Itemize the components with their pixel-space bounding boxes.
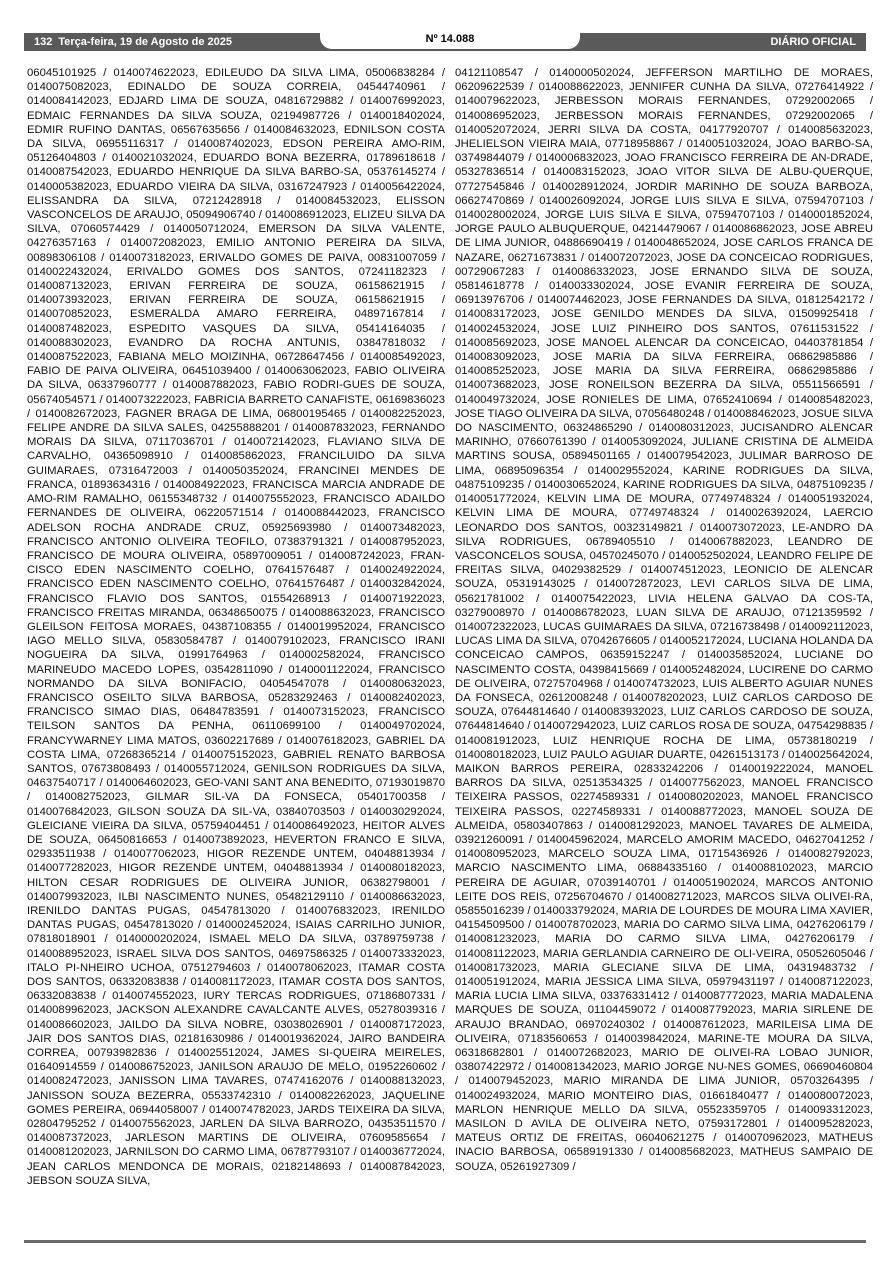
page-number: 132	[34, 36, 53, 48]
text-column-right: 04121108547 / 0140000502024, JEFFERSON MARTILHO DE MORAES, 06209622539 / 0140088622023, JENNIFER CUNHA DA SILVA, 07276414922 / 0140079622023, JERBESSON MORAIS FERNANDES, 07292002065 / 0140086952023, JERBESSON MORAIS FERNANDES, 07292002065 / 0140052072024, JERRI SILVA DA COSTA, 04177920707 / 0140085632023, JHELIELSON VIEIRA MAIA, 07718958867 / 0140051032024, JOAO BARBO-SA, 03749844079 / 0140006832023, JOAO FRANCISCO FERREIRA DE AN-DRADE, 05327836514 / 0140083152023, JOAO VITOR SILVA DE ALBU-QUERQUE, 07727545846 / 0140028912024, JORDIR MARINHO DE SOUZA BARBOZA, 06627470869 / 0140026092024, JORGE LUIS SILVA E SILVA, 07594707103 / 0140028002024, JORGE LUIS SILVA E SILVA, 07594707103 / 0140001852024, JORGE PAULO ALBUQUERQUE, 04214479067 / 0140086862023, JOSE ABREU DE LIMA JUNIOR, 04886690419 / 0140048652024, JOSE CARLOS FRANCA DE NAZARE, 06271673831 / 0140072072023, JOSE DA CONCEICAO RODRIGUES, 00729067283 / 0140086332023, JOSE ERNANDO SILVA DE SOUZA, 05814618778 / 0140033302024, JOSE EVANIR FERREIRA DE SOUZA, 06913976706 / 0140074462023, JOSE FERNANDES DA SILVA, 01812542172 / 0140083172023, JOSE GENILDO MENDES DA SILVA, 01509925418 / 0140024532024, JOSE LUIZ PINHEIRO DOS SANTOS, 07611531522 / 0140085692023, JOSE MANOEL ALENCAR DA CONCEICAO, 04403781854 / 0140083092023, JOSE MARIA DA SILVA FERREIRA, 06862985886 / 0140085252023, JOSE MARIA DA SILVA FERREIRA, 06862985886 / 0140073682023, JOSE RONEILSON BEZERRA DA SILVA, 05511566591 / 0140049732024, JOSE RONIELES DE LIMA, 07652410694 / 0140085482023, JOSE TIAGO OLIVEIRA DA SILVA, 07056480248 / 0140088462023, JOSUE SILVA DO NASCIMENTO, 06324865290 / 0140080312023, JUCISANDRO ALENCAR MARINHO, 07660761390 / 0140053092024, JULIANE CRISTINA DE ALMEIDA MARTINS SOUSA, 05894501165 / 0140079542023, JULIMAR BARROSO DE LIMA, 06895096354 / 0140029552024, KARINE RODRIGUES DA SILVA, 04875109235 / 0140030652024, KARINE RODRIGUES DA SILVA, 04875109235 / 0140051772024, KELVIN LIMA DE MOURA, 07749748324 / 0140051932024, KELVIN LIMA DE MOURA, 07749748324 / 0140026392024, LAERCIO LEONARDO DOS SANTOS, 00323149821 / 0140073072023, LE-ANDRO DA SILVA RODRIGUES, 06789405510 / 0140067882023, LEANDRO DE VASCONCELOS SOUSA, 04570245070 / 0140052502024, LEANDRO FELIPE DE FREITAS SILVA, 04029382529 / 0140074512023, LEONICIO DE ALENCAR SOUZA, 05319143025 / 0140072872023, LEVI CARLOS SILVA DE LIMA, 05621781002 / 0140075422023, LIVIA HELENA GALVAO DA COS-TA, 03279008970 / 0140086782023, LUAN SILVA DE ARAUJO, 07121359592 / 0140072322023, LUCAS GUIMARAES DA SILVA, 07216738498 / 0140092112023, LUCAS LIMA DA SILVA, 07042676605 / 0140052172024, LUCIANA HOLANDA DA CONCEICAO CAMPOS, 06359152247 / 0140035852024, LUCIANE DO NASCIMENTO COSTA, 04398415669 / 0140052482024, LUCIRENE DO CARMO DE OLIVEIRA, 07275704968 / 0140074732023, LUIS ALBERTO AGUIAR NUNES DA FONSECA, 02612008248 / 0140078202023, LUIZ CARLOS CARDOSO DE SOUZA, 07644814640 / 0140083932023, LUIZ CARLOS CARDOSO DE SOUZA, 07644814640 / 0140072942023, LUIZ CARLOS ROSA DE SOUZA, 04754298835 / 0140081912023, LUIZ HENRIQUE ROCHA DE LIMA, 05738180219 / 0140080182023, LUIZ PAULO AGUIAR DUARTE, 04261513173 / 0140025642024, MAIKON BARROS PEREIRA, 02833242206 / 0140019222024, MANOEL BARROS DA SILVA, 02513534325 / 0140077562023, MANOEL FRANCISCO TEIXEIRA PASSOS, 02274589331 / 0140080202023, MANOEL FRANCISCO TEIXEIRA PASSOS, 02274589331 / 0140088772023, MANOEL SOUZA DE ALMEIDA, 05803407863 / 0140081292023, MANOEL TAVARES DE ALMEIDA, 03921260091 / 0140045962024, MARCELO AMORIM MACEDO, 04627041252 / 0140080952023, MARCELO SOUZA LIMA, 01715436926 / 0140082792023, MARCIO NASCIMENTO LIMA, 06884335160 / 0140088102023, MARCIO PEREIRA DE AGUIAR, 07039140701 / 0140051902024, MARCOS ANTONIO LEITE DOS REIS, 07256704670 / 0140082712023, MARCOS SILVA OLIVEI-RA, 05855016239 / 0140033792024, MARIA DE LOURDES DE MOURA LIMA XAVIER, 04154509500 / 0140078702023, MARIA DO CARMO SILVA LIMA, 04276206179 / 0140081232023, MARIA DO CARMO SILVA LIMA, 04276206179 / 0140081122023, MARIA GERLANDIA CARNEIRO DE OLI-VEIRA, 05052605046 / 0140081732023, MARIA GLECIANE SILVA DE LIMA, 04319483732 / 0140051912024, MARIA JESSICA LIMA SILVA, 05979431197 / 0140087122023, MARIA LUCIA LIMA SILVA, 03376331412 / 0140087772023, MARIA MADALENA MARQUES DE SOUZA, 01104459072 / 0140087792023, MARIA SIRLENE DE ARAUJO BRANDAO, 06970240302 / 0140087612023, MARILEISA LIMA DE OLIVEIRA, 07183560653 / 0140039842024, MARINE-TE MOURA DA SILVA, 06318682801 / 0140072682023, MARIO DE OLIVEI-RA LOBAO JUNIOR, 03807422972 / 0140081342023, MARIO JORGE NU-NES GOMES, 06690460804 / 0140079452023, MARIO MIRANDA DE LIMA JUNIOR, 05703264395 / 0140024932024, MARIO MONTEIRO DIAS, 01661840477 / 0140080072023, MARLON HENRIQUE MELLO DA SILVA, 05523359705 / 0140093312023, MASILON D AVILA DE OLIVEIRA NETO, 07593172801 / 0140095282023, MATEUS ORTIZ DE FREITAS, 06040621275 / 0140070962023, MATHEUS INACIO BARBOSA, 06589191330 / 0140085682023, MATHEUS SAMPAIO DE SOUZA, 05261927309 /	[455, 67, 873, 1173]
header-left	[24, 33, 354, 51]
text-column-left: 06045101925 / 0140074622023, EDILEUDO DA SILVA LIMA, 05006838284 / 0140075082023, EDINALDO DE SOUZA CORREIA, 04544740961 / 0140084142023, EDJARD LIMA DE SOUZA, 04816729882 / 0140076992023, EDMAIC FERNANDES DA SILVA SOUZA, 02194987726 / 0140018402024, EDMIR RUFINO DANTAS, 06567635656 / 0140084632023, EDNILSON COSTA DA SILVA, 06955116317 / 0140087402023, EDSON PEREIRA AMO-RIM, 05126404803 / 0140021032024, EDUARDO BONA BEZERRA, 01789618618 / 0140087542023, EDUARDO HENRIQUE DA SILVA BARBO-SA, 05376145274 / 0140005382023, EDUARDO VIEIRA DA SILVA, 03167247923 / 0140056422024, ELISSANDRA DA SILVA, 07212428918 / 0140084532023, ELISSON VASCONCELOS DE ARAUJO, 05094906740 / 0140086912023, ELIZEU SILVA DA SILVA, 07060574429 / 0140050712024, EMERSON DA SILVA VALENTE, 04276357163 / 0140072082023, EMILIO ANTONIO PEREIRA DA SILVA, 00898306108 / 0140073182023, ERIVALDO GOMES DE PAIVA, 00831007059 / 0140022432024, ERIVALDO GOMES DOS SANTOS, 07241182323 / 0140087132023, ERIVAN FERREIRA DE SOUZA, 06158621915 / 0140073932023, ERIVAN FERREIRA DE SOUZA, 06158621915 / 0140070852023, ESMERALDA AMARO FERREIRA, 04897167814 / 0140087482023, ESPEDITO VASQUES DA SILVA, 05414164035 / 0140088302023, EVANDRO DA ROCHA ANTUNIS, 03847818032 / 0140087522023, FABIANA MELO MOIZINHA, 06728647456 / 0140085492023, FABIO DE PAIVA OLIVEIRA, 06451039400 / 0140063062023, FABIO OLIVEIRA DA SILVA, 06337960777 / 0140087882023, FABIO RODRI-GUES DE SOUZA, 05674054571 / 0140073222023, FABRICIA BARRETO CANAFISTE, 06169836023 / 0140082672023, FAGNER BRAGA DE LIMA, 06800195465 / 0140082252023, FELIPE ANDRE DA SILVA SALES, 04255888201 / 0140087832023, FERNANDO MORAIS DA SILVA, 07117036701 / 0140072142023, FLAVIANO SILVA DE CARVALHO, 04365098910 / 0140085862023, FRANCILUIDO DA SILVA GUIMARAES, 07316472003 / 0140050352024, FRANCINEI MENDES DE FRANCA, 01893634316 / 0140084922023, FRANCISCA MARCIA ANDRADE DE AMO-RIM RAMALHO, 06155348732 / 0140075552023, FRANCISCO ADAILDO FERNANDES DE OLIVEIRA, 06220571514 / 0140088442023, FRANCISCO ADELSON ROCHA ANDRADE CRUZ, 05925693980 / 0140073482023, FRANCISCO ANTONIO OLIVEIRA TEOFILO, 07383791321 / 0140087952023, FRANCISCO DE MOURA OLIVEIRA, 05897009051 / 0140087242023, FRAN-CISCO EDEN NASCIMENTO COELHO, 07641576487 / 0140024922024, FRANCISCO EDEN NASCIMENTO COELHO, 07641576487 / 0140032842024, FRANCISCO FLAVIO DOS SANTOS, 01554268913 / 0140071922023, FRANCISCO FREITAS MIRANDA, 06348650075 / 0140088632023, FRANCISCO GLEILSON FEITOSA MORAES, 04387108355 / 0140019952024, FRANCISCO IAGO MELLO SILVA, 05830584787 / 0140079102023, FRANCISCO IRANI NOGUEIRA DA SILVA, 01991764963 / 0140002582024, FRANCISCO MARINEUDO MACEDO LOPES, 03542811090 / 0140001122024, FRANCISCO NORMANDO DA SILVA BONIFACIO, 04054547078 / 0140080632023, FRANCISCO OSEILTO SILVA BARBOSA, 05283292463 / 0140082402023, FRANCISCO SIMAO DIAS, 06484783591 / 0140073152023, FRANCISCO TEILSON SANTOS DA PENHA, 06110699100 / 0140049702024, FRANCYWARNEY LIMA MATOS, 03602217689 / 0140076182023, GABRIEL DA COSTA LIMA, 07268365214 / 0140075152023, GABRIEL RENATO BARBOSA SANTOS, 07673808493 / 0140055712024, GENILSON RODRIGUES DA SILVA, 04637540717 / 0140064602023, GEO-VANI SANT ANA BENEDITO, 07193019870 / 0140082752023, GILMAR SIL-VA DA FONSECA, 05401700358 / 0140076842023, GILSON SOUZA DA SIL-VA, 03840703503 / 0140030292024, GLEICIANE VIEIRA DA SILVA, 05759404451 / 0140086492023, HEITOR ALVES DE SOUZA, 06450816653 / 0140073892023, HEVERTON FRANCO E SILVA, 02933511938 / 0140077062023, HIGOR REZENDE UNTEM, 04048813934 / 0140077282023, HIGOR REZENDE UNTEM, 04048813934 / 0140080182023, HILTON CESAR RODRIGUES DE OLIVEIRA JUNIOR, 06382798001 / 0140079932023, ILBI NASCIMENTO NUNES, 05482129110 / 0140086632023, IRENILDO DANTAS PUGAS, 04547813020 / 0140076832023, IRENILDO DANTAS PUGAS, 04547813020 / 0140002452024, ISAIAS CARRILHO JUNIOR, 07818018901 / 0140000202024, ISMAEL MELO DA SILVA, 03789759738 / 0140088952023, ISRAEL SILVA DOS SANTOS, 04697586325 / 0140073332023, ITALO PI-NHEIRO UCHOA, 07512794603 / 0140078062023, ITAMAR COSTA DOS SANTOS, 06332083838 / 0140081172023, ITAMAR COSTA DOS SANTOS, 06332083838 / 0140074552023, IURY TERCAS RODRIGUES, 07186807331 / 0140089962023, JACKSON ALEXANDRE CAVALCANTE ALVES, 05278039316 / 0140086602023, JAILDO DA SILVA NOBRE, 03038026901 / 0140087172023, JAIR DOS SANTOS DIAS, 02181630986 / 0140019362024, JAIRO BANDEIRA CORREA, 00793982836 / 0140025512024, JAMES SI-QUEIRA MEIRELES, 01640914559 / 0140086752023, JANILSON ARAUJO DE MELO, 01952260602 / 0140082472023, JANISSON LIMA TAVARES, 07474162076 / 0140088132023, JANISSON SOUZA BEZERRA, 05533742310 / 0140082262023, JAQUELINE GOMES PEREIRA, 06944058007 / 0140074782023, JARDS TEIXEIRA DA SILVA, 02804795252 / 0140075562023, JARLEN DA SILVA BARROZO, 04353511570 / 0140087372023, JARLESON MARTINS DE OLIVEIRA, 07609585654 / 0140081202023, JARNILSON DO CARMO LIMA, 06787793107 / 0140036772024, JEAN CARLOS MENDONCA DE MORAIS, 02182148693 / 0140087842023, JEBSON SOUZA SILVA,	[27, 67, 445, 1187]
publication-name: DIÁRIO OFICIAL	[770, 36, 856, 48]
publication-date: Terça-feira, 19 de Agosto de 2025	[58, 36, 232, 48]
footer-rule	[24, 1240, 866, 1243]
edition-number: Nº 14.088	[320, 31, 580, 49]
